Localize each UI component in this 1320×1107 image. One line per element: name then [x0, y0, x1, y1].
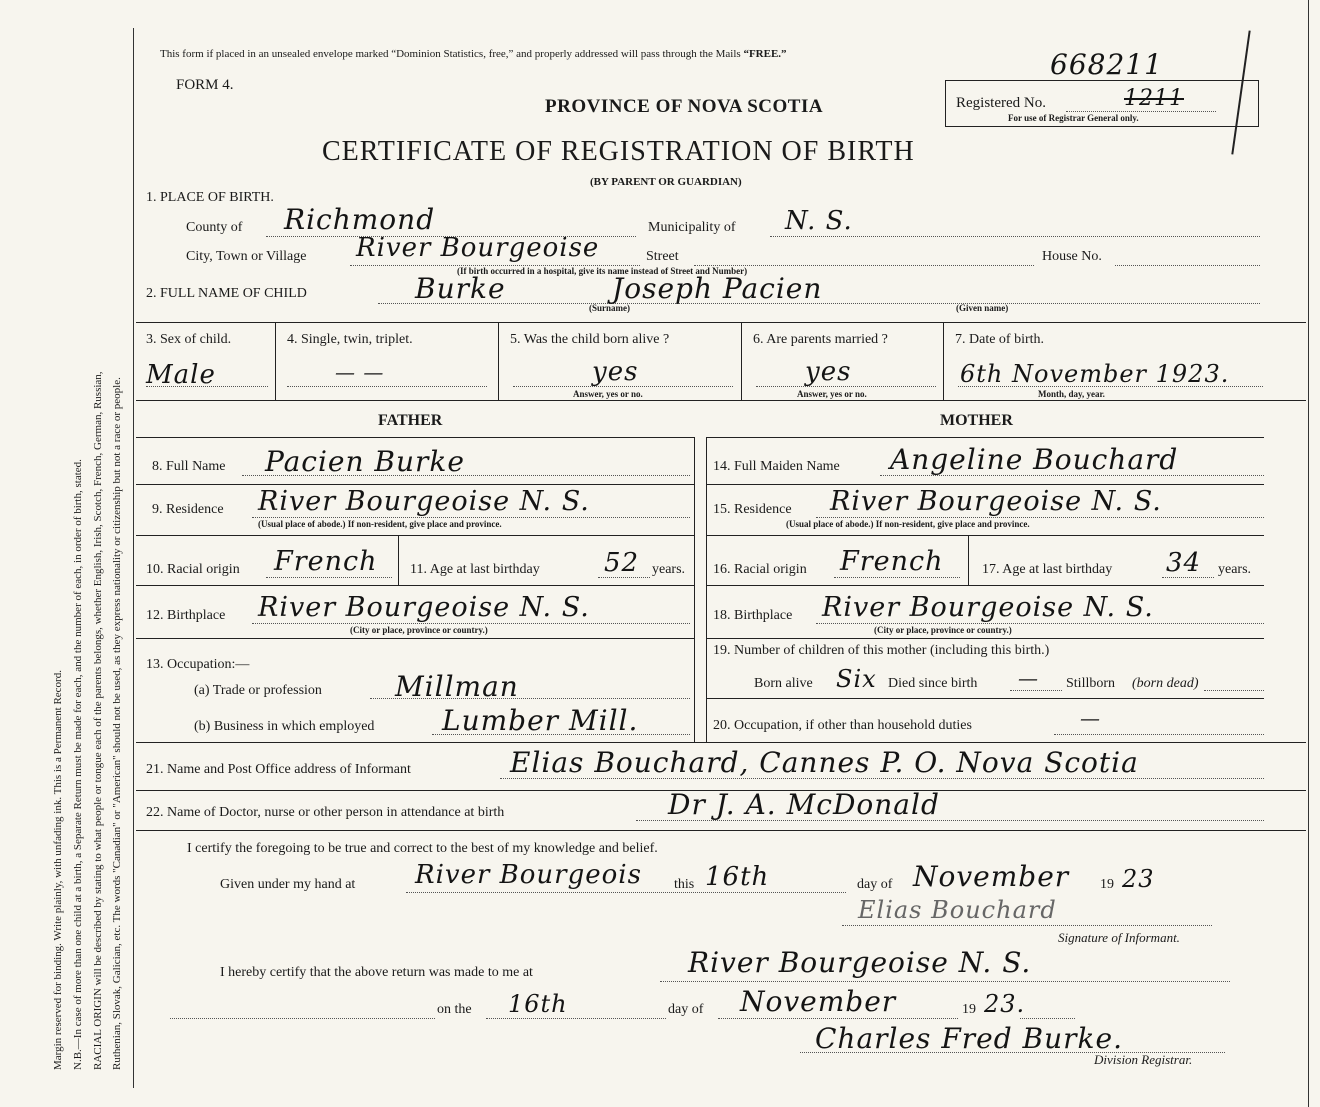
certificate-subtitle: (BY PARENT OR GUARDIAN)	[590, 176, 742, 188]
doctor-value: Dr J. A. McDonald	[668, 788, 940, 821]
mother-racial-label: 16. Racial origin	[713, 562, 807, 577]
return-year: 23.	[984, 990, 1026, 1018]
alive-answer-note: Answer, yes or no.	[573, 389, 643, 399]
municipality-label: Municipality of	[648, 220, 736, 235]
mother-name: Angeline Bouchard	[890, 443, 1179, 476]
given-place: River Bourgeois	[415, 860, 642, 890]
registered-value: 1211	[1124, 86, 1184, 111]
mother-children-label: 19. Number of children of this mother (including this birth.)	[713, 643, 1050, 658]
mail-note: This form if placed in an unsealed envelope marked “Dominion Statistics, free,” and properly addressed will pass through the Mails “FREE.”	[160, 48, 787, 60]
margin-note-2: N.B.—In case of more than one child at a birth, a Separate Return must be made for each, and the number of each, in order of birth, stated.	[72, 459, 84, 1070]
mother-birthplace-label: 18. Birthplace	[713, 608, 793, 623]
mother-residence: River Bourgeoise N. S.	[830, 486, 1162, 517]
registered-label: Registered No.	[956, 95, 1046, 111]
mother-years: years.	[1218, 562, 1252, 577]
margin-note-1: Margin reserved for binding. Write plainly, with unfading ink. This is a Permanent Record.	[52, 670, 64, 1070]
city-value: River Bourgeoise	[356, 233, 600, 263]
mother-occupation-label: 20. Occupation, if other than household duties	[713, 718, 972, 733]
registrar-signature: Charles Fred Burke.	[815, 1022, 1123, 1055]
father-racial-label: 10. Racial origin	[146, 562, 240, 577]
father-years: years.	[652, 562, 686, 577]
margin-note-4: Ruthenian, Slovak, Galician, etc. The words "Canadian" or "American" should not be used, as they express nationality or citizenship but not a race or people.	[111, 377, 123, 1070]
right-edge-line	[1308, 0, 1309, 1107]
married-value: yes	[805, 357, 852, 387]
given-year-prefix: 19	[1100, 877, 1114, 892]
county-label: County of	[186, 220, 243, 235]
father-racial: French	[274, 546, 378, 577]
given-day-of-label: day of	[857, 877, 893, 892]
died-since-birth: —	[1018, 666, 1039, 690]
hospital-note: (If birth occurred in a hospital, give its name instead of Street and Number)	[457, 266, 748, 276]
father-birthplace-label: 12. Birthplace	[146, 608, 226, 623]
informant-signature: Elias Bouchard	[858, 896, 1057, 924]
mother-residence-note: (Usual place of abode.) If non-resident, give place and province.	[786, 519, 1030, 529]
mother-occupation: —	[1080, 706, 1101, 730]
dob-label: 7. Date of birth.	[955, 332, 1045, 347]
street-label: Street	[646, 249, 679, 264]
born-alive-count: Six	[836, 665, 877, 693]
province-title: PROVINCE OF NOVA SCOTIA	[545, 96, 824, 117]
margin-note-3: RACIAL ORIGIN will be described by stating to what people or tongue each of the parents belongs, whether English, Irish, Scotch, French, German, Russian,	[92, 371, 104, 1070]
given-year: 23	[1122, 865, 1155, 893]
given-this-label: this	[674, 877, 695, 892]
father-birthplace-note: (City or place, province or country.)	[350, 625, 488, 635]
house-no-label: House No.	[1042, 249, 1102, 264]
father-residence: River Bourgeoise N. S.	[258, 486, 590, 517]
child-given-name: Joseph Pacien	[612, 272, 823, 305]
married-answer-note: Answer, yes or no.	[797, 389, 867, 399]
father-business: Lumber Mill.	[442, 704, 639, 737]
return-day: 16th	[508, 990, 568, 1018]
mail-note-free: “FREE.”	[743, 48, 787, 60]
child-surname: Burke	[415, 272, 506, 305]
given-under-label: Given under my hand at	[220, 877, 356, 892]
born-alive-label: 5. Was the child born alive ?	[510, 332, 670, 347]
city-label: City, Town or Village	[186, 249, 307, 264]
return-place: River Bourgeoise N. S.	[688, 946, 1032, 979]
father-heading: FATHER	[378, 412, 443, 429]
stillborn-note: (born dead)	[1132, 676, 1199, 691]
informant-label: 21. Name and Post Office address of Informant	[146, 762, 411, 777]
given-month: November	[913, 860, 1070, 893]
married-label: 6. Are parents married ?	[753, 332, 888, 347]
mother-racial: French	[840, 546, 944, 577]
child-name-label: 2. FULL NAME OF CHILD	[146, 286, 307, 301]
father-name: Pacien Burke	[265, 445, 465, 478]
handwritten-number: 668211	[1050, 48, 1163, 81]
registrar-use-note: For use of Registrar General only.	[1008, 113, 1139, 123]
informant-signature-label: Signature of Informant.	[1058, 930, 1180, 945]
surname-note: (Surname)	[589, 303, 630, 313]
county-value: Richmond	[284, 203, 436, 236]
informant-value: Elias Bouchard, Cannes P. O. Nova Scotia	[510, 746, 1139, 779]
father-age: 52	[604, 548, 640, 578]
plurality-label: 4. Single, twin, triplet.	[287, 332, 413, 347]
stillborn-label: Stillborn	[1066, 676, 1116, 691]
margin-divider	[133, 28, 134, 1088]
given-day: 16th	[705, 862, 770, 892]
registrar-label: Division Registrar.	[1094, 1052, 1193, 1067]
father-residence-note: (Usual place of abode.) If non-resident, give place and province.	[258, 519, 502, 529]
sex-value: Male	[146, 360, 216, 390]
place-of-birth-label: 1. PLACE OF BIRTH.	[146, 190, 274, 205]
municipality-value: N. S.	[785, 206, 853, 236]
mother-heading: MOTHER	[940, 412, 1013, 429]
given-name-note: (Given name)	[956, 303, 1009, 313]
father-residence-label: 9. Residence	[152, 502, 224, 517]
dob-note: Month, day, year.	[1038, 389, 1105, 399]
mother-birthplace-note: (City or place, province or country.)	[874, 625, 1012, 635]
return-day-of-label: day of	[668, 1002, 704, 1017]
form-number: FORM 4.	[176, 77, 234, 93]
mother-residence-label: 15. Residence	[713, 502, 792, 517]
father-trade-label: (a) Trade or profession	[194, 683, 322, 698]
plurality-value: — —	[335, 360, 385, 384]
certify-statement: I certify the foregoing to be true and correct to the best of my knowledge and belief.	[187, 841, 658, 856]
mother-name-label: 14. Full Maiden Name	[713, 459, 840, 474]
sex-label: 3. Sex of child.	[146, 332, 232, 347]
father-age-label: 11. Age at last birthday	[410, 562, 540, 577]
mother-birthplace: River Bourgeoise N. S.	[822, 592, 1154, 623]
dob-value: 6th November 1923.	[960, 360, 1230, 388]
on-the-label: on the	[437, 1002, 472, 1017]
father-name-label: 8. Full Name	[152, 459, 226, 474]
born-alive-value: yes	[592, 357, 639, 387]
doctor-label: 22. Name of Doctor, nurse or other person in attendance at birth	[146, 805, 505, 820]
return-month: November	[740, 985, 897, 1018]
born-alive-count-label: Born alive	[754, 676, 813, 691]
certificate-title: CERTIFICATE OF REGISTRATION OF BIRTH	[322, 136, 915, 167]
father-trade: Millman	[395, 670, 519, 703]
father-occupation-label: 13. Occupation:—	[146, 657, 250, 672]
return-year-prefix: 19	[962, 1002, 976, 1017]
father-business-label: (b) Business in which employed	[194, 719, 375, 734]
return-label: I hereby certify that the above return was made to me at	[220, 965, 533, 980]
mother-age-label: 17. Age at last birthday	[982, 562, 1113, 577]
father-birthplace: River Bourgeoise N. S.	[258, 592, 590, 623]
registered-box	[945, 80, 1259, 127]
died-since-birth-label: Died since birth	[888, 676, 978, 691]
mother-age: 34	[1166, 548, 1202, 578]
